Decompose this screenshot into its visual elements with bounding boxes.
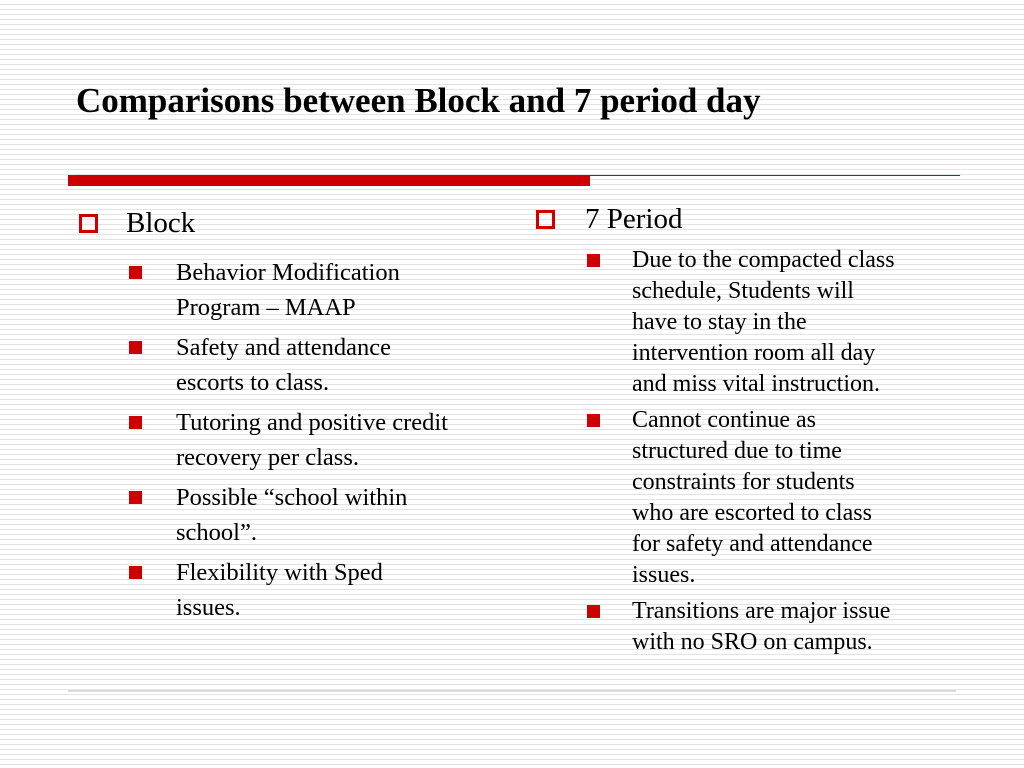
hollow-square-bullet-icon <box>79 214 98 233</box>
filled-square-bullet-icon <box>129 266 142 279</box>
bullet-line: recovery per class. <box>176 444 359 471</box>
bullet-line: schedule, Students will <box>632 278 854 304</box>
bullet-line: Possible “school within <box>176 484 408 511</box>
filled-square-bullet-icon <box>129 341 142 354</box>
filled-square-bullet-icon <box>129 566 142 579</box>
seven-period-bullet-item <box>584 405 963 591</box>
bullet-line: intervention room all day <box>632 340 876 366</box>
filled-square-bullet-icon <box>129 416 142 429</box>
seven-period-bullet-item <box>584 245 963 400</box>
bullet-line: who are escorted to class <box>632 500 872 526</box>
bullet-line: Flexibility with Sped <box>176 559 383 586</box>
bullet-line: with no SRO on campus. <box>632 629 873 655</box>
bullet-line: Due to the compacted class <box>632 247 895 273</box>
bullet-line: Transitions are major issue <box>632 598 891 624</box>
seven-period-heading <box>533 199 963 239</box>
bullet-line: for safety and attendance <box>632 531 873 557</box>
bullet-line: have to stay in the <box>632 309 807 335</box>
title-underline-thin <box>590 175 960 176</box>
bullet-line: issues. <box>632 562 696 588</box>
bullet-line: escorts to class. <box>176 369 330 396</box>
bullet-line: Safety and attendance <box>176 334 391 361</box>
block-bullet-item <box>126 405 506 475</box>
title-underline-thick <box>68 175 590 186</box>
filled-square-bullet-icon <box>587 605 600 618</box>
filled-square-bullet-icon <box>587 254 600 267</box>
bullet-line: Tutoring and positive credit <box>176 409 448 436</box>
bullet-line: structured due to time <box>632 438 842 464</box>
block-column <box>76 203 506 630</box>
seven-period-heading-text: 7 Period <box>585 203 683 235</box>
footer-divider <box>68 690 956 692</box>
block-bullet-item <box>126 330 506 400</box>
bullet-line: constraints for students <box>632 469 855 495</box>
block-bullet-item <box>126 480 506 550</box>
hollow-square-bullet-icon <box>536 210 555 229</box>
block-bullet-item <box>126 255 506 325</box>
block-heading <box>76 203 506 243</box>
seven-period-bullet-item <box>584 596 963 658</box>
seven-period-column <box>533 199 963 663</box>
bullet-line: Program – MAAP <box>176 294 356 321</box>
filled-square-bullet-icon <box>587 414 600 427</box>
slide-title: Comparisons between Block and 7 period day <box>76 81 761 120</box>
block-bullet-item <box>126 555 506 625</box>
bullet-line: school”. <box>176 519 257 546</box>
seven-period-bullet-list <box>533 245 963 658</box>
block-heading-text: Block <box>126 207 196 239</box>
bullet-line: and miss vital instruction. <box>632 371 880 397</box>
filled-square-bullet-icon <box>129 491 142 504</box>
bullet-line: Cannot continue as <box>632 407 816 433</box>
bullet-line: issues. <box>176 594 241 621</box>
block-bullet-list <box>76 255 506 625</box>
bullet-line: Behavior Modification <box>176 259 400 286</box>
